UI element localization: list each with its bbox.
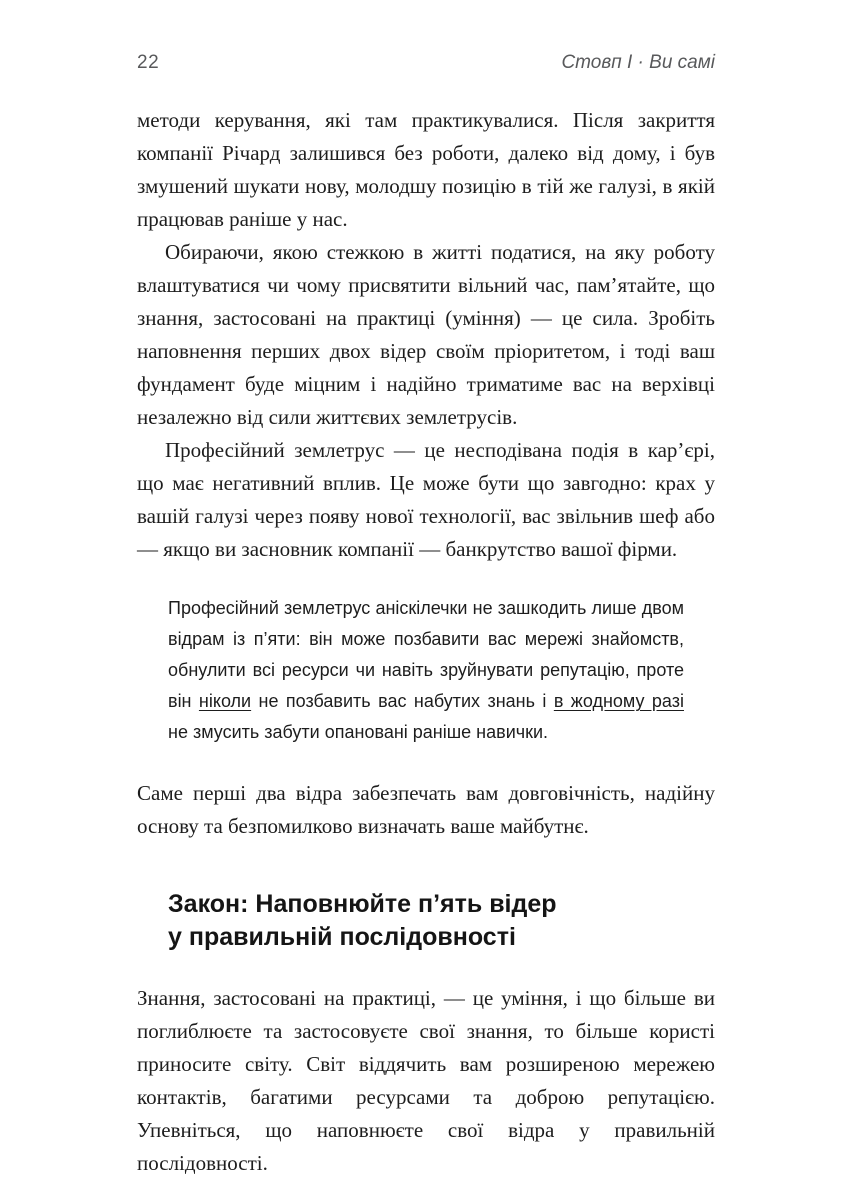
page-number: 22 xyxy=(137,52,160,73)
quote-text-segment: Професійний землетрус аніскілечки не зашкодить лише двом відрам із п’яти: він може позбавити вас мережі знайомств, обнулити всі ресурси чи навіть зруйнувати репутацію, проте він xyxy=(168,598,684,711)
paragraph-knowledge-applied: Знання, застосовані на практиці, — це уміння, і що більше ви поглиблюєте та застосовуєте свої знання, то більше користі приносите світу. Світ віддячить вам розширеною мережею контактів, багатими ресурсами та доброю репутацією. Упевніться, що наповнюєте свої відра у правильній послідовності. xyxy=(137,986,715,1175)
paragraph-continuation: методи керування, які там практикувалися. Після закриття компанії Річард залишився без роботи, далеко від дому, і був змушений шукати нову, молодшу позицію в тій же галузі, в якій працював раніше у нас. xyxy=(137,108,715,231)
quote-underlined-word: ніколи xyxy=(198,691,252,711)
paragraph-career-earthquake: Професійний землетрус — це несподівана подія в кар’єрі, що має негативний вплив. Це може бути що завгодно: крах у вашій галузі через появу нової технології, вас звільнив шеф або — якщо ви засновник компанії — банкрутство вашої фірми. xyxy=(137,438,715,561)
paragraph-first-two-buckets: Саме перші два відра забезпечать вам довговічність, надійну основу та безпомилково визначать ваше майбутнє. xyxy=(137,781,715,838)
block-quote xyxy=(168,593,684,748)
section-heading-law xyxy=(168,888,715,954)
paragraph-choosing-path: Обираючи, якою стежкою в житті податися, на яку роботу влаштуватися чи чому присвятити вільний час, пам’ятайте, що знання, застосовані на практиці (уміння) — це сила. Зробіть наповнення перших двох відер своїм пріоритетом, і тоді ваш фундамент буде міцним і надійно триматиме вас на верхівці незалежно від сили життєвих землетрусів. xyxy=(137,240,715,429)
running-title: Стовп І · Ви самі xyxy=(561,52,715,73)
quote-text-segment: не змусить забути опановані раніше навички. xyxy=(168,722,549,742)
heading-line-1: Закон: Наповнюйте п’ять відер xyxy=(168,890,557,918)
quote-text-segment: не позбавить вас набутих знань і xyxy=(251,691,554,711)
heading-line-2: у правильній послідовності xyxy=(168,923,516,951)
quote-underlined-phrase: в жодному разі xyxy=(553,691,684,711)
page-header xyxy=(137,52,715,74)
page-body xyxy=(137,104,715,1180)
